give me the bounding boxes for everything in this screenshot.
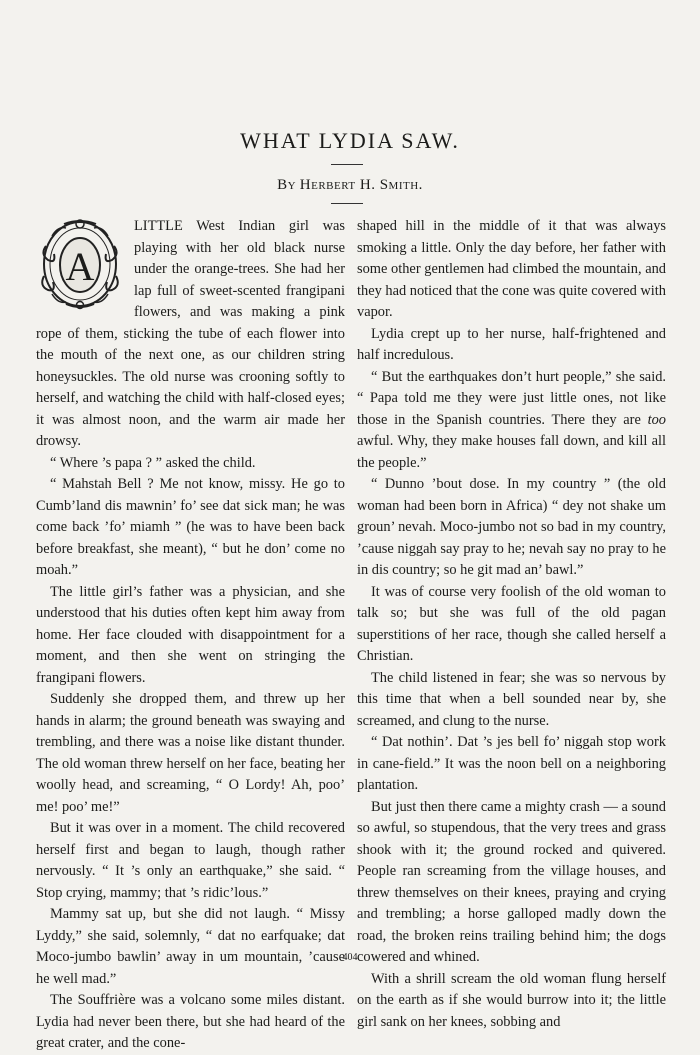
paragraph: With a shrill scream the old woman flung herself on the earth as if she would burrow into it; the little girl sank on her knees, sobbing and bbox=[357, 970, 666, 1030]
ornament-frame-icon bbox=[36, 218, 126, 310]
byline bbox=[0, 177, 700, 194]
paragraph: The Souffrière was a volcano some miles distant. Lydia had never been there, but she had heard of the great crater, and the cone- bbox=[36, 992, 345, 1051]
paragraph-text: “ But the earthquakes don’t hurt people,” she said. “ Papa told me they were just little ones, not like those in the Spanish countries. There they are bbox=[357, 368, 666, 428]
right-column bbox=[357, 216, 666, 1030]
paragraph bbox=[357, 367, 666, 475]
paragraph: Mammy sat up, but she did not laugh. “ Missy Lyddy,” she said, solemnly, “ dat no earfquake; dat Moco-jumbo bawlin’ away in um mountain, ’cause he well mad.” bbox=[36, 906, 345, 987]
paragraph: shaped hill in the middle of it that was always smoking a little. Only the day before, her father with some other gentlemen had climbed the mountain, and they had noticed that the cone was quite covered with vapor. bbox=[357, 218, 666, 320]
byline-prefix: By bbox=[277, 177, 297, 193]
paragraph: The little girl’s father was a physician, and she understood that his duties often kept him away from home. Her face clouded with disappointment for a moment, and then she went on stringing the frangipani flowers. bbox=[36, 583, 345, 686]
paragraph: It was of course very foolish of the old woman to talk so; but she was full of the old pagan superstitions of her race, though she called herself a Christian. bbox=[357, 583, 666, 664]
ornamental-drop-cap bbox=[36, 218, 126, 310]
left-column bbox=[36, 216, 345, 1051]
paragraph: “ Where ’s papa ? ” asked the child. bbox=[50, 454, 256, 471]
paragraph: But it was over in a moment. The child recovered herself first and began to laugh, though rather nervously. “ It ’s only an earthquake,” she said. “ Stop crying, mammy; that ’s ridic’lous.” bbox=[36, 820, 345, 901]
paragraph: Lydia crept up to her nurse, half-frightened and half incredulous. bbox=[357, 325, 666, 363]
drop-cap-letter: A bbox=[65, 244, 95, 289]
paragraph: The child listened in fear; she was so nervous by this time that when a bell sounded near by, she screamed, and clung to the nurse. bbox=[357, 669, 666, 729]
paragraph-text: awful. Why, they make houses fall down, and kill all the people.” bbox=[357, 433, 666, 471]
emphasis: too bbox=[647, 411, 666, 428]
article-title: WHAT LYDIA SAW. bbox=[240, 128, 460, 153]
paragraph: Suddenly she dropped them, and threw up her hands in alarm; the ground beneath was swaying and trembling, and there was a noise like distant thunder. The old woman threw herself on her face, beating her woolly head, and screaming, “ O Lordy! Ah, poo’ me! poo’ me!” bbox=[36, 691, 345, 815]
page-number: 404 bbox=[342, 952, 358, 963]
paragraph-text: West Indian girl was playing with her old black nurse under the orange-trees. She had her lap full of sweet-scented frangipani flowers, and was making a pink rope of them, sticking the tube of each flower into the mouth of the next one, as our children string honeysuckles. The old nurse was crooning softly to herself, and watching the child with half-closed eyes; it was almost noon, and the warm air made her drowsy. bbox=[36, 218, 345, 449]
paragraph: “ Dat nothin’. Dat ’s jes bell fo’ niggah stop work in cane-field.” It was the noon bell on a neighboring plantation. bbox=[357, 734, 666, 793]
paragraph: “ Dunno ’bout dose. In my country ” (the old woman had been born in Africa) “ dey not shake um groun’ nevah. Moco-jumbo not so bad in my country, ’cause niggah say pray to he; nevah say no pray to he in dis country; so he git mad an’ bawl.” bbox=[357, 476, 666, 578]
byline-author: Herbert H. Smith. bbox=[299, 177, 423, 193]
paragraph: “ Mahstah Bell ? Me not know, missy. He go to Cumb’land dis mawnin’ fo’ see dat sick man; he was come back ’fo’ miamh ” (he was to have been back before breakfast, she meant), “ but he don’ come no moah.” bbox=[36, 476, 345, 578]
first-word: LITTLE bbox=[134, 218, 183, 234]
byline-rule bbox=[331, 203, 363, 204]
title-rule bbox=[331, 164, 363, 165]
paragraph: But just then there came a mighty crash — a sound so awful, so stupendous, that the very trees and grass shook with it; the ground rocked and quivered. People ran screaming from the village houses, and threw themselves on their knees, praying and crying and trembling; a horse galloped madly down the road, the broken reins trailing behind him; the dogs cowered and whined. bbox=[357, 798, 666, 965]
